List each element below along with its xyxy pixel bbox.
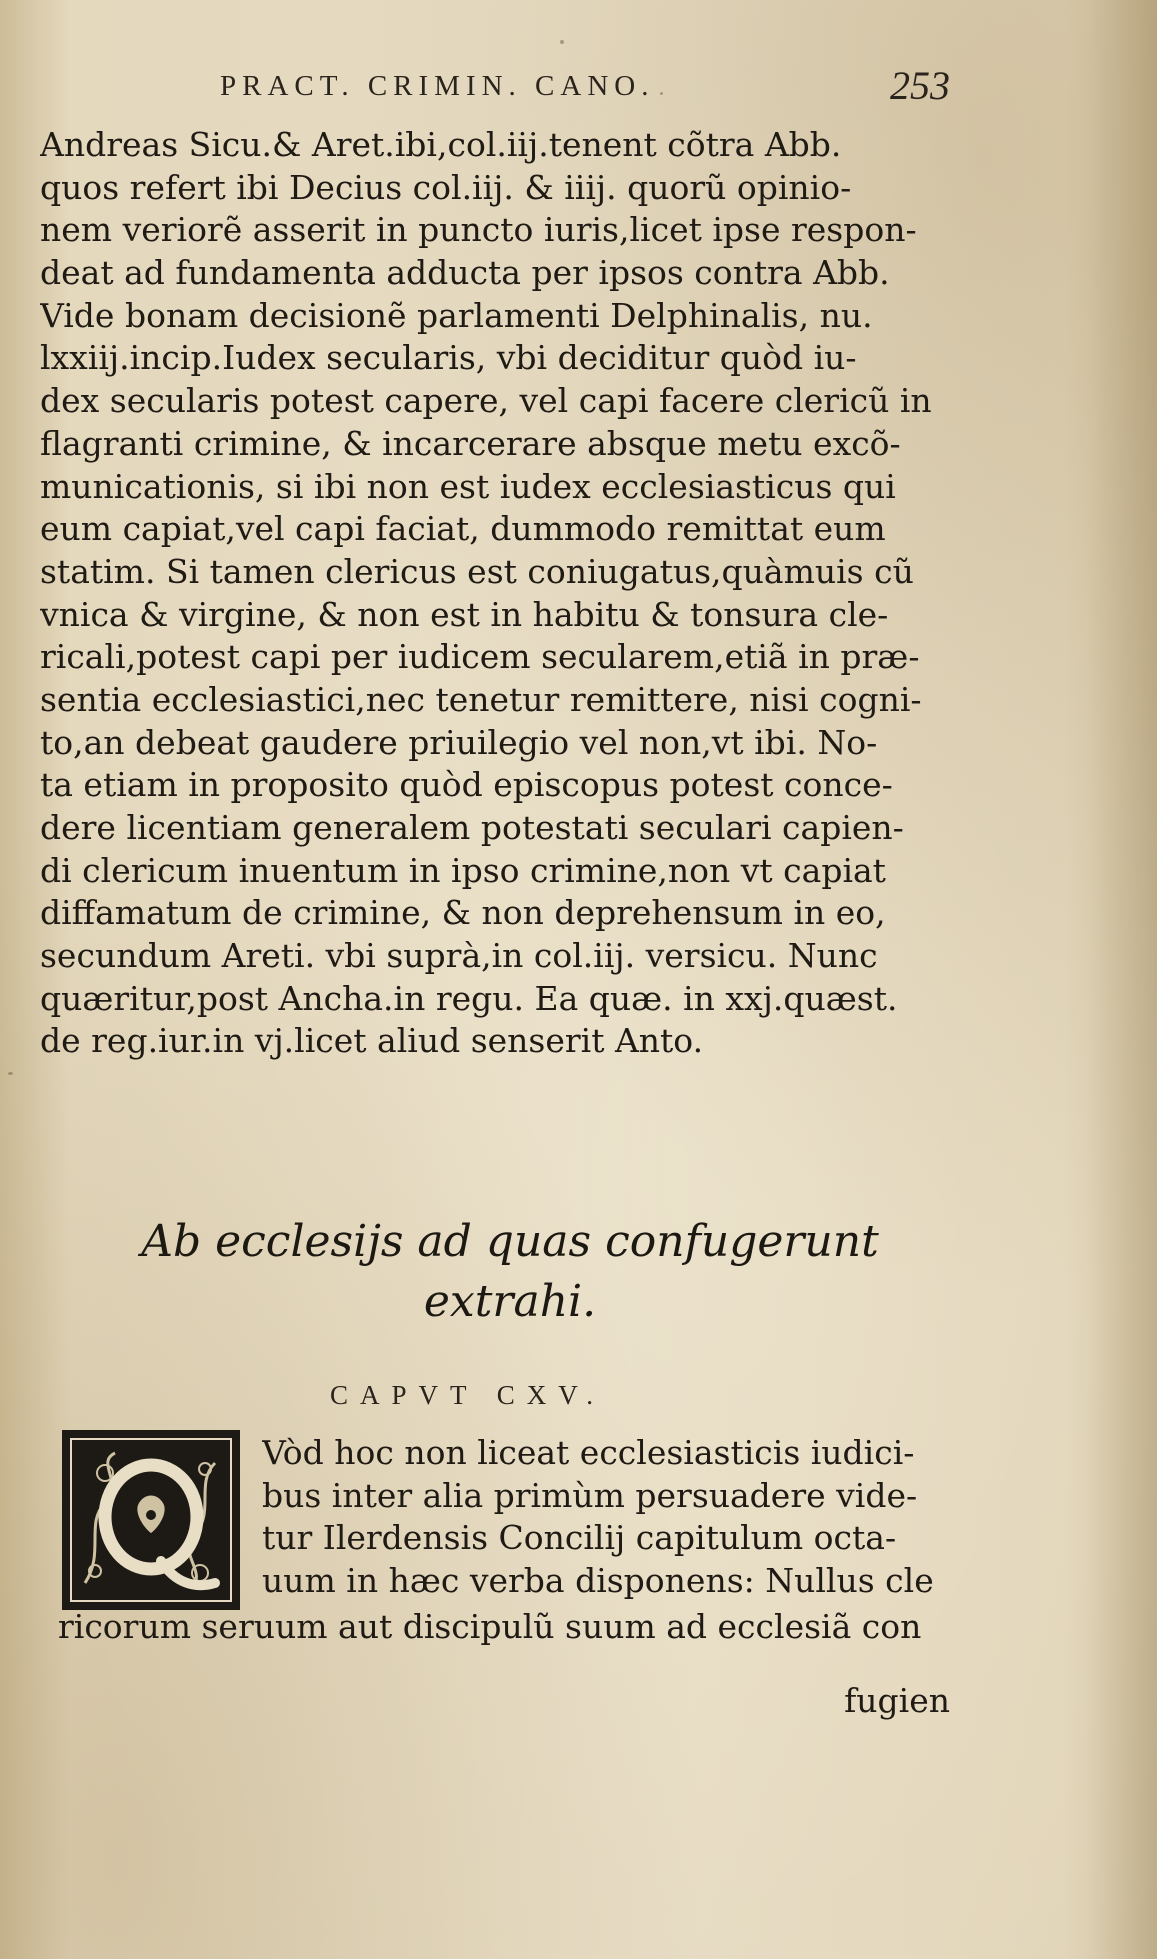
- text-line: vnica & virgine, & non est in habitu & tonsura cle-: [40, 594, 889, 634]
- text-line: uum in hæc verba disponens: Nullus cle: [262, 1561, 934, 1601]
- drop-cap-text-block: [262, 1432, 962, 1603]
- continuation-text-block: [58, 1606, 958, 1649]
- text-line: ricali,potest capi per iudicem secularem,etiã in præ-: [40, 637, 920, 677]
- text-line: quos refert ibi Decius col.iij. & iiij. quorũ opinio-: [40, 167, 852, 207]
- text-line: tur Ilerdensis Concilij capitulum octa-: [262, 1518, 897, 1558]
- drop-cap-artwork: [65, 1433, 237, 1607]
- page-header: [190, 62, 950, 112]
- catchword: fugien: [844, 1681, 950, 1720]
- section-heading-line: Ab ecclesijs ad quas confugerunt: [141, 1216, 879, 1267]
- section-heading-line: extrahi.: [423, 1276, 597, 1327]
- page-edge-shadow: [1087, 0, 1157, 1959]
- text-line: eum capiat,vel capi faciat, dummodo remittat eum: [40, 509, 886, 549]
- text-line: dex secularis potest capere, vel capi facere clericũ in: [40, 381, 932, 421]
- text-line: statim. Si tamen clericus est coniugatus,quàmuis cũ: [40, 551, 914, 591]
- text-line: di clericum inuentum in ipso crimine,non vt capiat: [40, 850, 886, 890]
- page-number: 253: [890, 63, 950, 108]
- running-head: PRACT. CRIMIN. CANO.: [220, 70, 655, 102]
- text-line: Andreas Sicu.& Aret.ibi,col.iij.tenent cõtra Abb.: [40, 125, 842, 164]
- text-line: quæritur,post Ancha.in regu. Ea quæ. in xxj.quæst.: [40, 978, 898, 1018]
- chapter-label: CAPVT CXV.: [330, 1380, 606, 1410]
- text-line: de reg.iur.in vj.licet aliud senserit Anto.: [40, 1021, 704, 1061]
- main-text-block: [40, 124, 980, 1063]
- text-line: secundum Areti. vbi suprà,in col.iij. versicu. Nunc: [40, 936, 878, 976]
- ornamental-initial-q-icon: [62, 1430, 240, 1610]
- text-line: lxxiij.incip.Iudex secularis, vbi deciditur quòd iu-: [40, 338, 857, 378]
- text-line: Vide bonam decisionẽ parlamenti Delphinalis, nu.: [40, 295, 873, 335]
- section-heading: [100, 1212, 920, 1332]
- text-line: flagranti crimine, & incarcerare absque metu excõ-: [40, 423, 901, 463]
- text-line: to,an debeat gaudere priuilegio vel non,vt ibi. No-: [40, 722, 878, 762]
- paper-speck: [8, 1072, 13, 1075]
- text-line: dere licentiam generalem potestati seculari capien-: [40, 808, 904, 847]
- text-line: sentia ecclesiastici,nec tenetur remittere, nisi cogni-: [40, 679, 922, 719]
- text-line: Vòd hoc non liceat ecclesiasticis iudici-: [262, 1433, 915, 1472]
- text-line: ta etiam in proposito quòd episcopus potest conce-: [40, 765, 893, 805]
- text-line: ricorum seruum aut discipulũ suum ad ecclesiã con: [58, 1607, 922, 1646]
- text-line: municationis, si ibi non est iudex ecclesiasticus qui: [40, 466, 896, 506]
- text-line: diffamatum de crimine, & non deprehensum in eo,: [40, 893, 886, 933]
- paper-speck: [560, 40, 564, 44]
- text-line: bus inter alia primùm persuadere vide-: [262, 1475, 918, 1515]
- text-line: nem veriorẽ asserit in puncto iuris,licet ipse respon-: [40, 210, 917, 250]
- text-line: deat ad fundamenta adducta per ipsos contra Abb.: [40, 253, 890, 293]
